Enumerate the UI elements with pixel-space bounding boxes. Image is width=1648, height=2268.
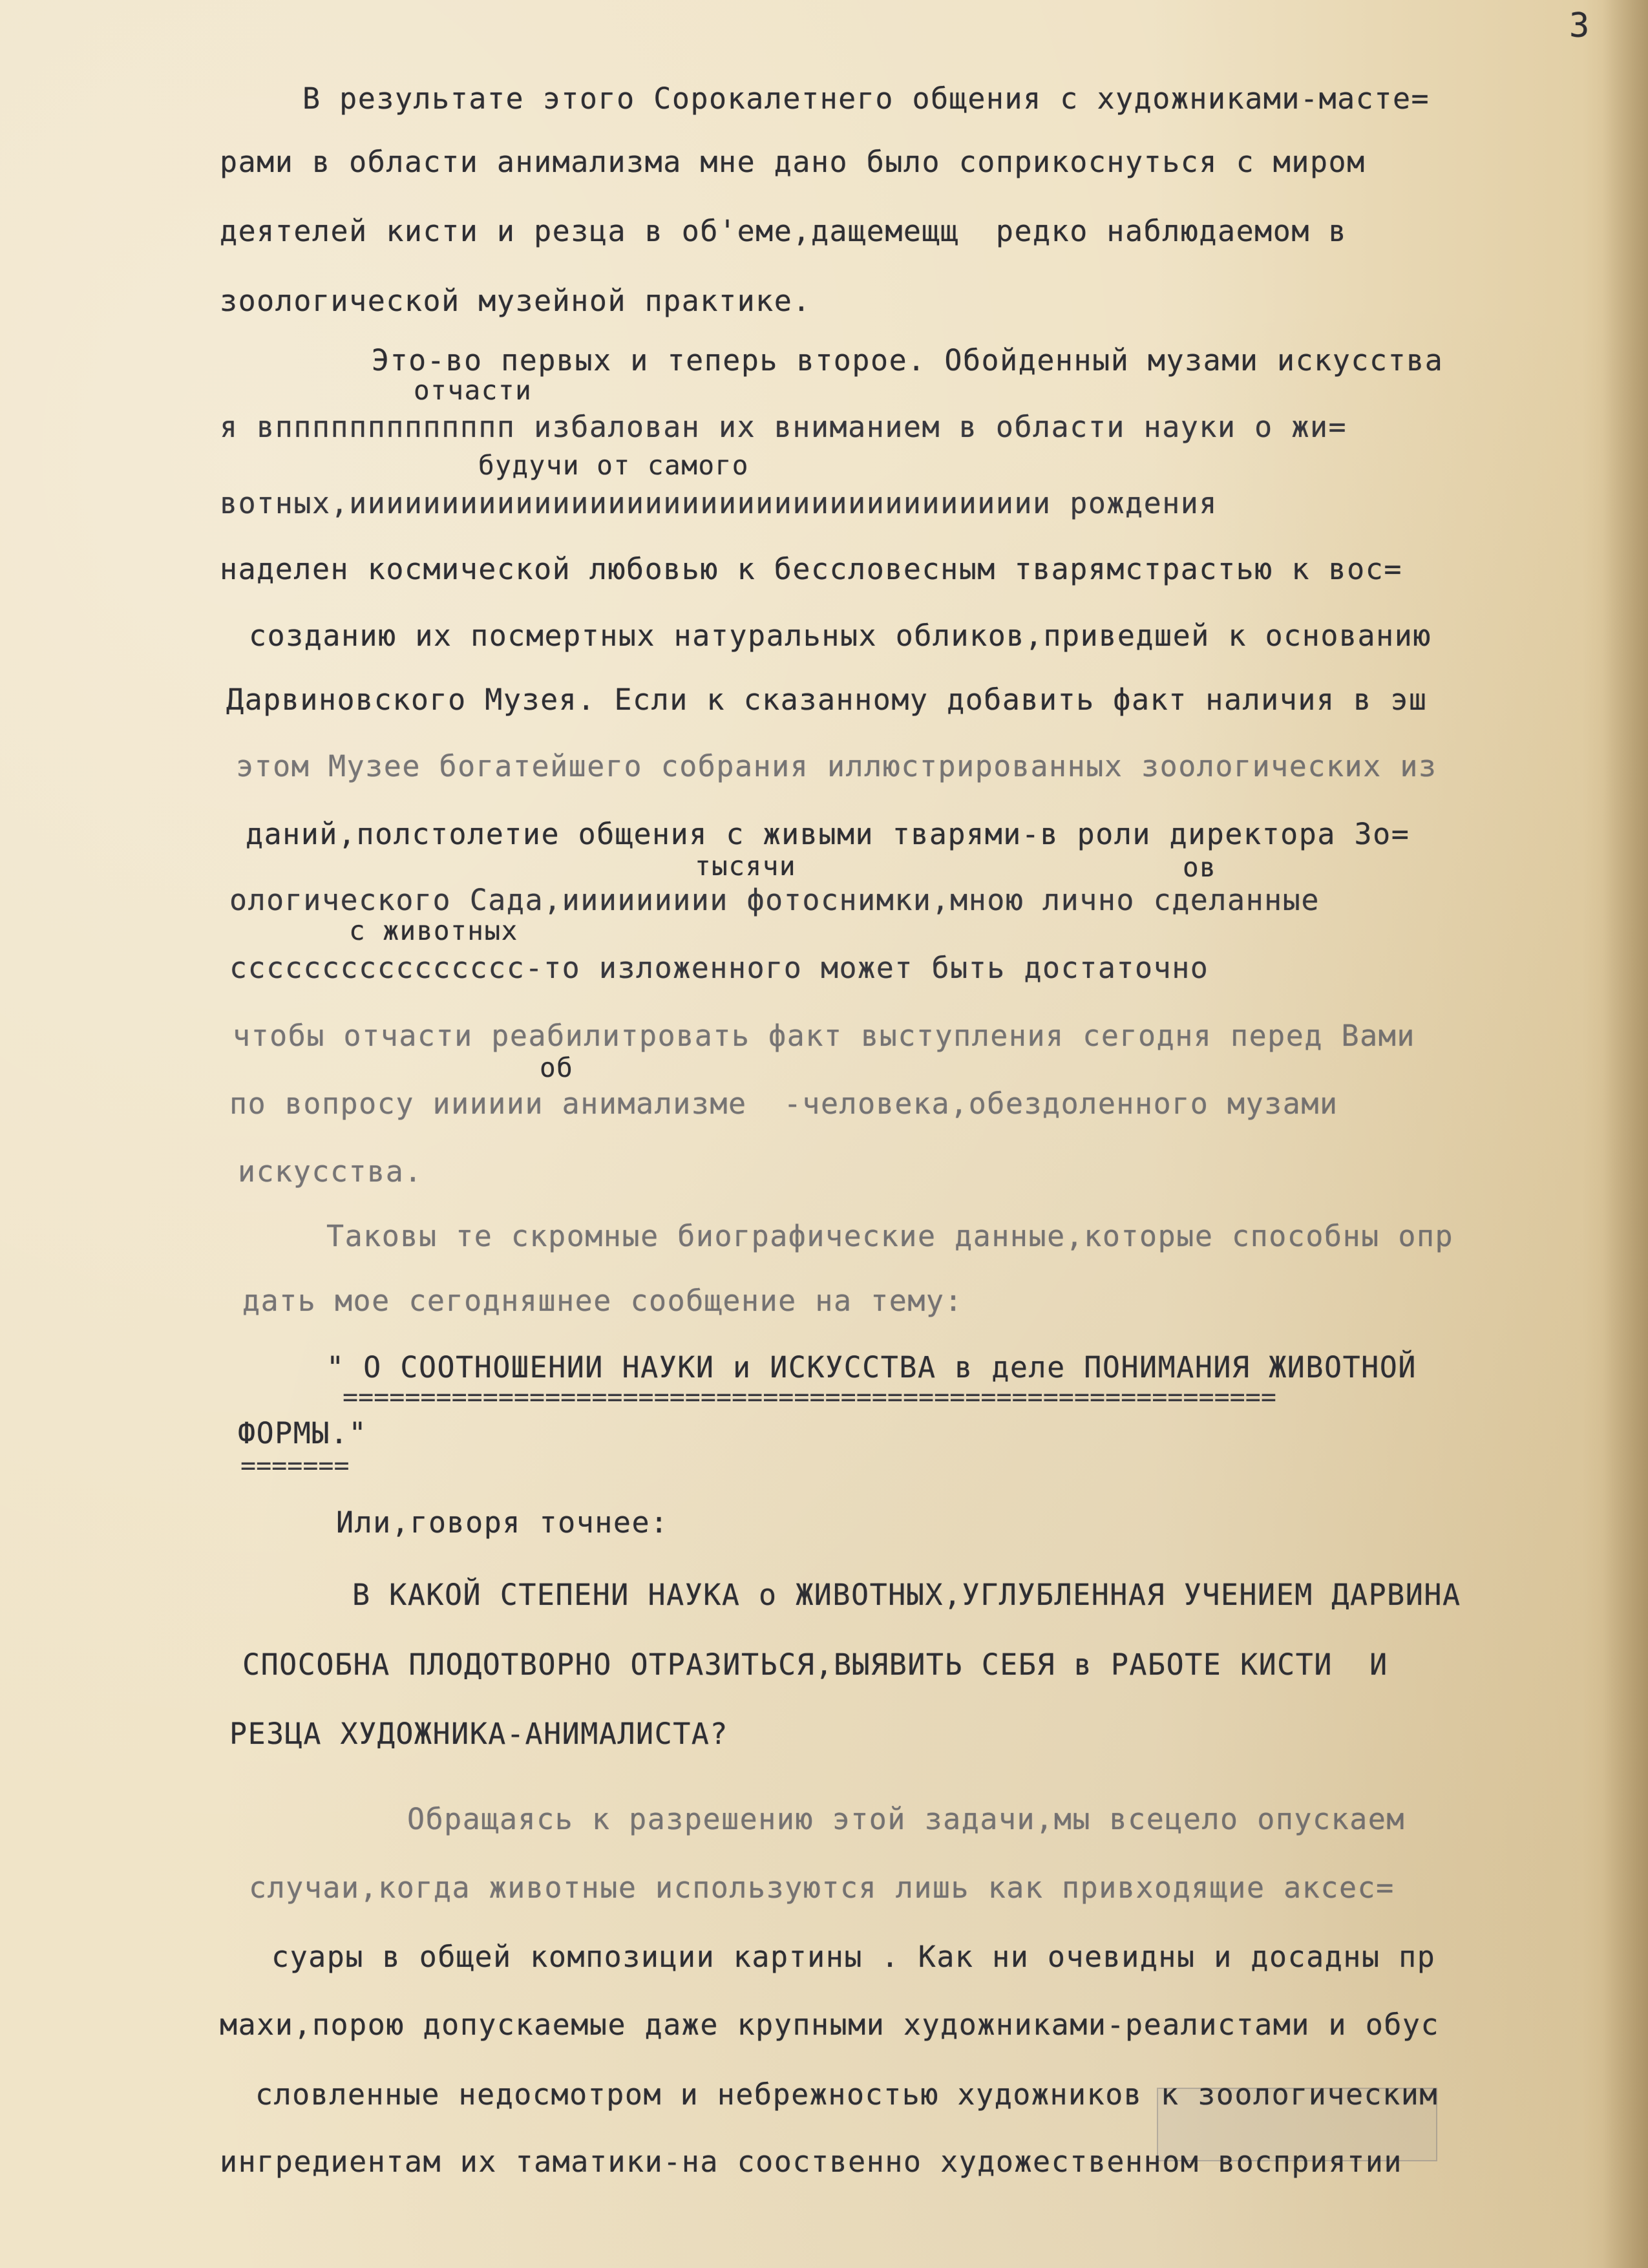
topic-title-underline-2: ======= [240,1451,350,1481]
topic-title-line-1: " О СООТНОШЕНИИ НАУКИ и ИСКУССТВА в деле ПОНИМАНИЯ ЖИВОТНОЙ [326,1350,1417,1384]
interlinear-insert-6: об [540,1052,574,1083]
text-line-6: я вппппппппппппп избалован их вниманием в области науки о жи= [220,410,1347,444]
text-line-18: Таковы те скромные биографические данные,которые способны опр [326,1219,1454,1253]
text-line-5: Это-во первых и теперь второе. Обойденный музами искусства [372,343,1444,377]
text-line-2: рами в области анимализма мне дано было соприкоснуться с миром [220,145,1366,179]
text-line-7: вотных,ииииииииииииииииииииииииииииииииииииии рождения [220,486,1218,520]
text-line-20: Или,говоря точнее: [336,1505,669,1540]
text-line-26: ингредиентам их таматики-на сооственно художественном восприятии [220,2145,1402,2179]
text-line-9: созданию их посмертных натуральных обликов,приведшей к основанию [249,619,1431,653]
text-line-23: суары в общей композиции картины . Как ни очевидны и досадны пр [271,1940,1436,1974]
question-line-3: РЕЗЦА ХУДОЖНИКА-АНИМАЛИСТА? [229,1717,728,1751]
text-line-15: чтобы отчасти реабилитровать факт выступления сегодня перед Вами [233,1019,1415,1053]
text-line-16: по вопросу ииииии анимализме -человека,обездоленного музами [229,1086,1338,1121]
text-line-3: деятелей кисти и резца в об'еме,дащемещщ редко наблюдаемом в [220,214,1347,248]
text-line-4: зоологической музейной практике. [220,284,811,318]
interlinear-insert-5: с животных [349,915,518,946]
topic-title-underline-1: ============================================================ [343,1383,1276,1412]
text-line-14: сссссссссссссссс-то изложенного может быть достаточно [229,951,1209,985]
text-line-8: наделен космической любовью к бессловесным тварямстрастью к вос= [220,552,1402,586]
text-line-12: даний,полстолетие общения с живыми тварями-в роли директора Зо= [246,817,1410,851]
text-line-1: В результате этого Сорокалетнего общения с художниками-масте= [302,81,1430,116]
text-line-13: ологического Сада,иииииииии фотоснимки,мною лично сделанные [229,883,1320,917]
interlinear-insert-2: будучи от самого [478,450,749,481]
text-line-25: словленные недосмотром и небрежностью художников к зоологическим [255,2077,1438,2112]
text-line-21: Обращаясь к разрешению этой задачи,мы всецело опускаем [407,1802,1405,1836]
text-line-19: дать мое сегодняшнее сообщение на тему: [242,1284,964,1318]
topic-title-line-2: ФОРМЫ." [238,1416,368,1450]
text-line-24: махи,порою допускаемые даже крупными художниками-реалистами и обус [220,2008,1440,2042]
question-line-2: СПОСОБНА ПЛОДОТВОРНО ОТРАЗИТЬСЯ,ВЫЯВИТЬ СЕБЯ в РАБОТЕ КИСТИ И [242,1648,1388,1682]
interlinear-insert-3: тысячи [695,851,797,882]
interlinear-insert-1: отчасти [414,375,533,406]
text-line-22: случаи,когда животные используются лишь как привходящие аксес= [249,1871,1395,1905]
text-line-10: Дарвиновского Музея. Если к сказанному добавить факт наличия в эш [226,683,1428,717]
interlinear-insert-4: ов [1183,852,1217,883]
text-line-17: искусства. [238,1154,423,1189]
question-line-1: В КАКОЙ СТЕПЕНИ НАУКА о ЖИВОТНЫХ,УГЛУБЛЕННАЯ УЧЕНИЕМ ДАРВИНА [352,1578,1461,1612]
page-number: 3 [1569,6,1590,45]
text-line-11: этом Музее богатейшего собрания иллюстрированных зоологических из [236,749,1437,783]
